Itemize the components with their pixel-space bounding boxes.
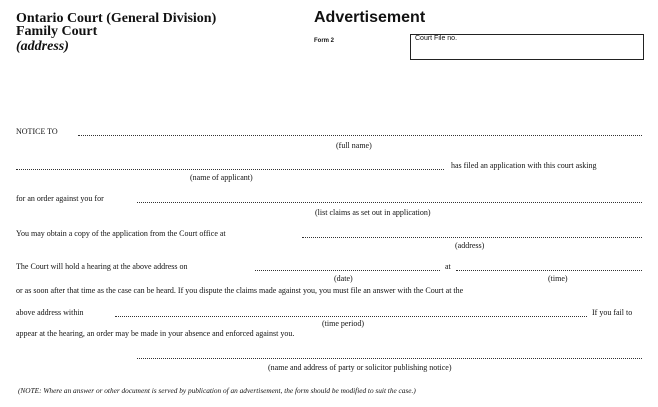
at-text: at [445,262,451,271]
hearing-date-field[interactable] [255,270,440,271]
court-branch: Family Court [16,24,98,39]
above-address-text: above address within [16,308,84,317]
form-number: Form 2 [314,38,335,44]
court-address-placeholder: (address) [16,39,69,54]
date-caption: (date) [334,274,353,283]
address-caption: (address) [455,241,485,250]
form-title: Advertisement [314,9,426,26]
time-caption: (time) [548,274,568,283]
has-filed-text: has filed an application with this court asking [451,161,597,170]
claims-field[interactable] [137,202,642,203]
footnote: (NOTE: Where an answer or other document is served by publication of an advertisement, the form should be modified to suit the case.) [18,386,416,395]
publisher-caption: (name and address of party or solicitor publishing notice) [268,363,452,372]
hearing-time-field[interactable] [456,270,642,271]
time-period-caption: (time period) [322,319,364,328]
full-name-field[interactable] [78,135,642,136]
time-period-field[interactable] [115,316,587,317]
notice-to-label: NOTICE TO [16,127,58,136]
court-file-number-box[interactable] [410,34,644,60]
if-fail-text: If you fail to [592,308,633,317]
full-name-caption: (full name) [336,141,372,150]
dispute-text: or as soon after that time as the case can be heard. If you dispute the claims made against you, you must file an answer with the Court at the [16,286,464,295]
hearing-text: The Court will hold a hearing at the above address on [16,262,188,271]
obtain-copy-text: You may obtain a copy of the application from the Court office at [16,229,226,238]
court-file-number-label: Court File no. [415,35,458,42]
claims-caption: (list claims as set out in application) [315,208,431,217]
appear-text: appear at the hearing, an order may be made in your absence and enforced against you. [16,329,295,338]
court-office-address-field[interactable] [302,237,642,238]
court-name: Ontario Court (General Division) [16,11,217,26]
applicant-name-field[interactable] [16,169,444,170]
applicant-caption: (name of applicant) [190,173,253,182]
publisher-field[interactable] [137,358,642,359]
order-against-text: for an order against you for [16,194,104,203]
